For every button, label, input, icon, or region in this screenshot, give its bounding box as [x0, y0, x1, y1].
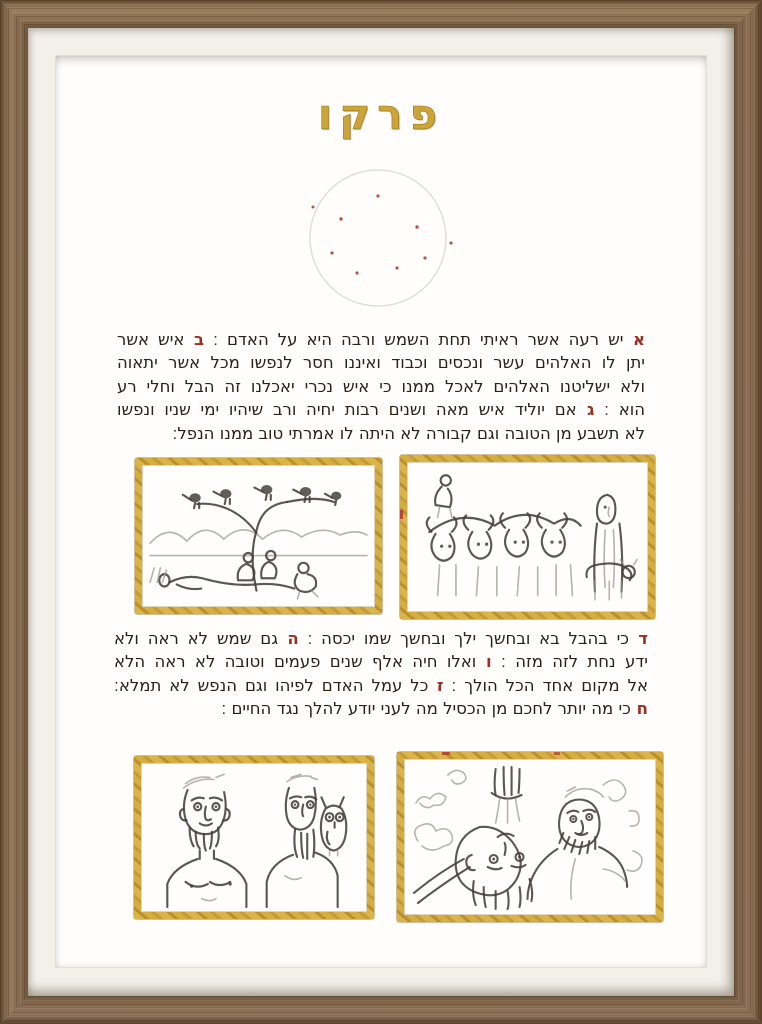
scripture-line: ח כי מה יותר לחכם מן הכסיל מה לעני יודע להלך נגד החיים ׃ — [221, 699, 648, 719]
chapter-title: פרקו — [317, 90, 445, 139]
frame-left — [0, 0, 28, 1024]
verse-block-1 — [117, 328, 645, 445]
verse-number: ז — [428, 675, 444, 695]
manuscript-page — [56, 56, 706, 967]
verse-number: א — [623, 330, 645, 349]
scripture-line: א יש רעה אשר ראיתי תחת השמש ורבה היא על האדם ׃ ב איש אשר — [117, 330, 645, 349]
frame-bottom — [0, 996, 762, 1024]
verse-number: ה — [278, 629, 299, 648]
scripture-line: אל מקום אחד הכל הולך ׃ ז כל עמל האדם לפיהו וגם הנפש לא תמלא׃ — [114, 675, 648, 695]
verse-number: ח — [630, 699, 648, 719]
scripture-line: ולא ישליטנו האלהים לאכל ממנו כי איש נכרי יאכלנו זה הבל וחלי רע — [117, 376, 645, 396]
verse-number: ב — [184, 330, 205, 349]
frame-top — [0, 0, 762, 28]
scripture-line: לא תשבע מן הטובה וגם קבורה לא היתה לו אמרתי טוב ממנו הנפל׃ — [172, 423, 645, 443]
scripture-line: יתן לו האלהים עשר ונכסים וכבוד ואיננו חסר לנפשו מכל אשר יתאוה — [117, 353, 645, 373]
verse-number: ג — [576, 400, 595, 420]
sun-medallion-illustration — [275, 147, 481, 329]
scripture-line: ידע נחת לזה מזה ׃ ו ואלו חיה אלף שנים פעמים וטובה לא ראה הלא — [114, 652, 648, 672]
verse-block-2 — [114, 627, 648, 721]
verse-number: ו — [476, 652, 492, 672]
scripture-line: ד כי בהבל בא ובחשך ילך ובחשך שמו יכסה ׃ ה גם שמש לא ראה ולא — [114, 629, 649, 648]
scripture-line: הוא ׃ ג אם יוליד איש מאה ושנים רבות יחיה ורב שיהיו ימי שניו ונפשו — [117, 400, 645, 420]
red-flecks — [312, 194, 453, 274]
illustration-birds-tree — [135, 458, 382, 614]
illustration-cattle-herd — [400, 455, 655, 619]
illustration-two-men-owl — [134, 756, 374, 919]
verse-number: ד — [629, 629, 649, 648]
frame-right — [734, 0, 762, 1024]
illustration-inverted-head — [397, 752, 663, 922]
